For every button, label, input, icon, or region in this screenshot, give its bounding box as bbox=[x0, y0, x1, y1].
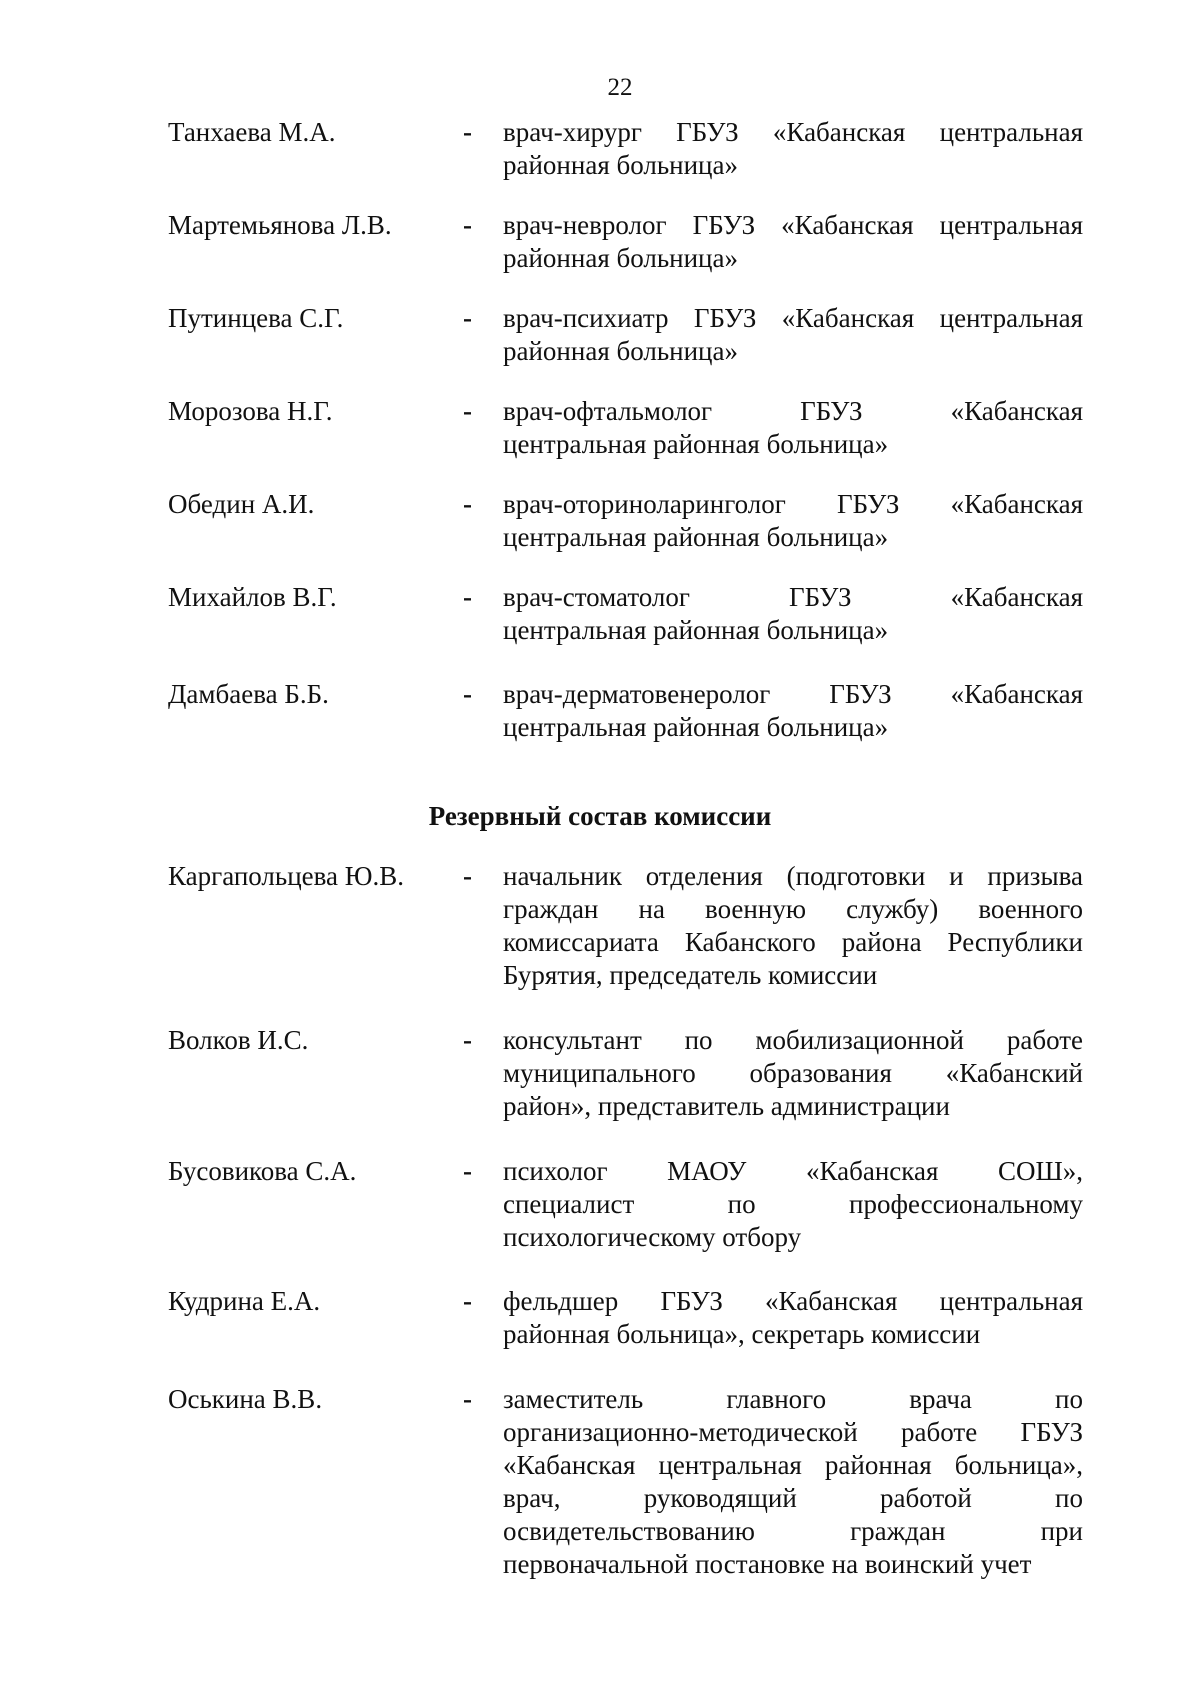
member-role-line: центральная районная больница» bbox=[503, 522, 889, 552]
member-role-line: первоначальной постановке на воинский учет bbox=[503, 1549, 1032, 1579]
member-name: Михайлов В.Г. bbox=[168, 582, 337, 612]
member-role bbox=[503, 581, 1083, 647]
member-dash: - bbox=[463, 679, 472, 709]
member-role-line: психолог МАОУ «Кабанская СОШ», bbox=[503, 1156, 1083, 1186]
member-name: Кудрина Е.А. bbox=[168, 1286, 321, 1316]
member-role bbox=[503, 395, 1083, 461]
member-dash: - bbox=[463, 1156, 472, 1186]
member-role-line: районная больница» bbox=[503, 243, 738, 273]
member-dash: - bbox=[463, 582, 472, 612]
member-dash: - bbox=[463, 210, 472, 240]
member-dash: - bbox=[463, 1286, 472, 1316]
member-role bbox=[503, 1024, 1083, 1123]
member-name: Бусовикова С.А. bbox=[168, 1156, 357, 1186]
member-role-line: врач-дерматовенеролог ГБУЗ «Кабанская bbox=[503, 679, 1083, 709]
member-role-line: врач-офтальмолог ГБУЗ «Кабанская bbox=[503, 396, 1083, 426]
member-role bbox=[503, 1155, 1083, 1254]
member-name: Мартемьянова Л.В. bbox=[168, 210, 392, 240]
member-dash: - bbox=[463, 1025, 472, 1055]
member-role-line: районная больница» bbox=[503, 150, 738, 180]
member-role-line: врач-психиатр ГБУЗ «Кабанская центральная bbox=[503, 303, 1083, 333]
member-name: Волков И.С. bbox=[168, 1025, 309, 1055]
member-dash: - bbox=[463, 396, 472, 426]
member-role-line: освидетельствованию граждан при bbox=[503, 1516, 1083, 1546]
member-role-line: район», представитель администрации bbox=[503, 1091, 950, 1121]
member-name: Обедин А.И. bbox=[168, 489, 315, 519]
member-role-line: специалист по профессиональному bbox=[503, 1189, 1083, 1219]
member-role-line: врач-хирург ГБУЗ «Кабанская центральная bbox=[503, 117, 1083, 147]
member-dash: - bbox=[463, 489, 472, 519]
member-role-line: консультант по мобилизационной работе bbox=[503, 1025, 1083, 1055]
member-role-line: фельдшер ГБУЗ «Кабанская центральная bbox=[503, 1286, 1083, 1316]
member-role-line: граждан на военную службу) военного bbox=[503, 894, 1083, 924]
member-role bbox=[503, 1285, 1083, 1351]
page-number: 22 bbox=[607, 74, 633, 101]
member-name: Танхаева М.А. bbox=[168, 117, 336, 147]
member-name: Путинцева С.Г. bbox=[168, 303, 344, 333]
member-role bbox=[503, 678, 1083, 744]
member-role-line: районная больница» bbox=[503, 336, 738, 366]
member-role bbox=[503, 209, 1083, 275]
member-role-line: центральная районная больница» bbox=[503, 615, 889, 645]
member-role-line: организационно-методической работе ГБУЗ bbox=[503, 1417, 1083, 1447]
member-name: Каргапольцева Ю.В. bbox=[168, 861, 405, 891]
member-role-line: заместитель главного врача по bbox=[503, 1384, 1083, 1414]
member-role-line: врач-оториноларинголог ГБУЗ «Кабанская bbox=[503, 489, 1083, 519]
member-name: Морозова Н.Г. bbox=[168, 396, 333, 426]
member-dash: - bbox=[463, 1384, 472, 1414]
member-role bbox=[503, 1383, 1083, 1581]
member-role-line: «Кабанская центральная районная больница», bbox=[503, 1450, 1083, 1480]
member-role-line: центральная районная больница» bbox=[503, 429, 889, 459]
member-role-line: муниципального образования «Кабанский bbox=[503, 1058, 1083, 1088]
member-role-line: врач, руководящий работой по bbox=[503, 1483, 1083, 1513]
member-role bbox=[503, 488, 1083, 554]
member-dash: - bbox=[463, 861, 472, 891]
member-role-line: Бурятия, председатель комиссии bbox=[503, 960, 878, 990]
member-role-line: начальник отделения (подготовки и призыва bbox=[503, 861, 1083, 891]
member-role-line: психологическому отбору bbox=[503, 1222, 802, 1252]
member-role-line: врач-стоматолог ГБУЗ «Кабанская bbox=[503, 582, 1083, 612]
member-dash: - bbox=[463, 303, 472, 333]
member-role-line: центральная районная больница» bbox=[503, 712, 889, 742]
member-role bbox=[503, 302, 1083, 368]
member-name: Оськина В.В. bbox=[168, 1384, 323, 1414]
member-role-line: врач-невролог ГБУЗ «Кабанская центральная bbox=[503, 210, 1083, 240]
member-role-line: комиссариата Кабанского района Республики bbox=[503, 927, 1083, 957]
member-dash: - bbox=[463, 117, 472, 147]
member-name: Дамбаева Б.Б. bbox=[168, 679, 329, 709]
member-role-line: районная больница», секретарь комиссии bbox=[503, 1319, 981, 1349]
member-role bbox=[503, 860, 1083, 992]
reserve-heading: Резервный состав комиссии bbox=[428, 801, 772, 831]
member-role bbox=[503, 116, 1083, 182]
